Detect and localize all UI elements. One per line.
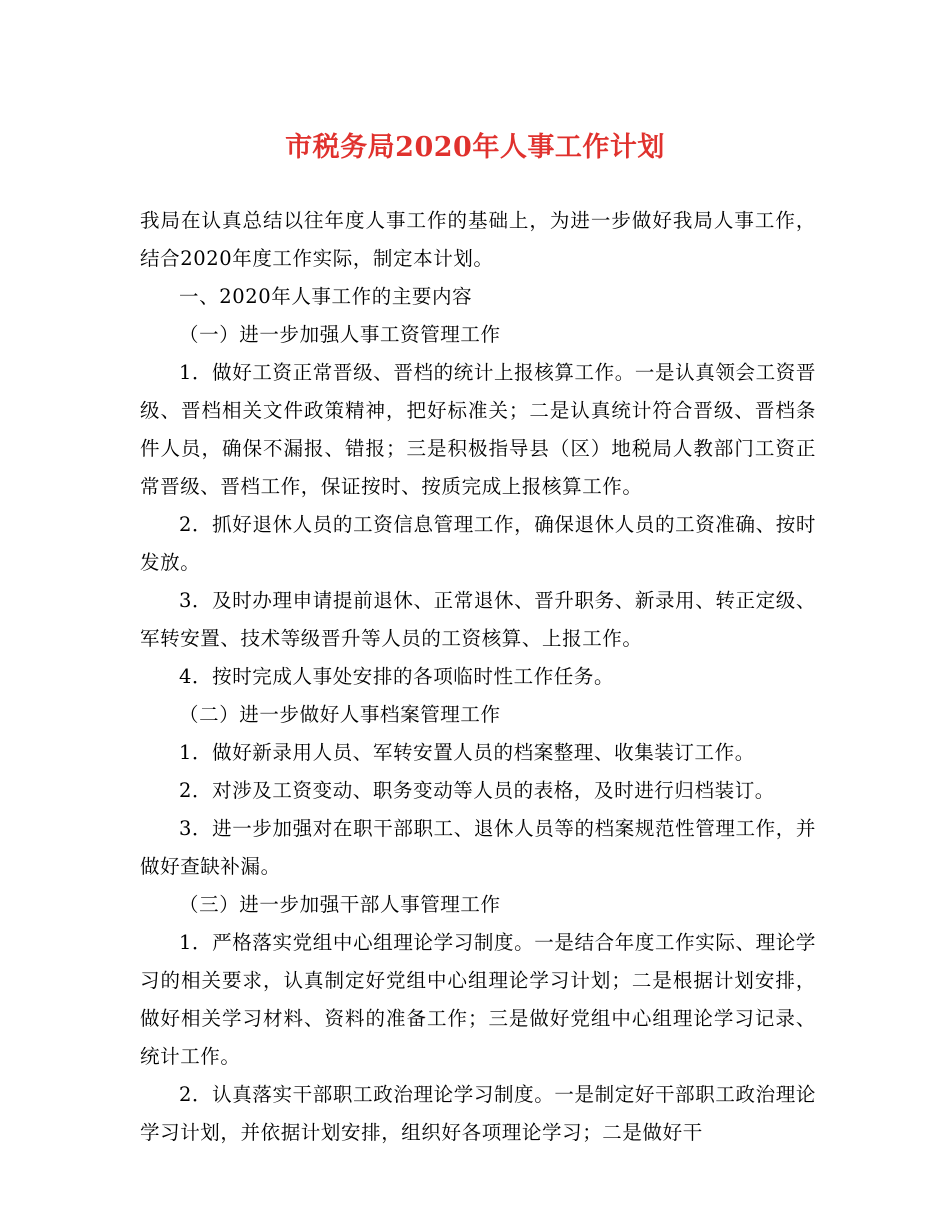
subsection-heading: （二）进一步做好人事档案管理工作 [179,703,501,726]
document-title: 市税务局2020年人事工作计划 [285,132,665,163]
body-paragraph: 2．抓好退休人员的工资信息管理工作，确保退休人员的工资准确、按时发放。 [140,513,816,574]
section-heading: 一、2020年人事工作的主要内容 [179,285,473,308]
intro-paragraph: 我局在认真总结以往年度人事工作的基础上，为进一步做好我局人事工作，结合2020年度工作实际，制定本计划。 [140,209,816,270]
subsection-heading: （三）进一步加强干部人事管理工作 [179,893,501,916]
body-paragraph: 2．对涉及工资变动、职务变动等人员的表格，及时进行归档装订。 [179,779,775,802]
body-paragraph: 4．按时完成人事处安排的各项临时性工作任务。 [179,665,615,688]
body-paragraph: 1．做好新录用人员、军转安置人员的档案整理、收集装订工作。 [179,741,755,764]
body-paragraph: 2．认真落实干部职工政治理论学习制度。一是制定好干部职工政治理论学习计划，并依据计划安排，组织好各项理论学习；二是做好干 [140,1083,816,1144]
subsection-heading: （一）进一步加强人事工资管理工作 [179,323,501,346]
body-paragraph: 1．严格落实党组中心组理论学习制度。一是结合年度工作实际、理论学习的相关要求，认真制定好党组中心组理论学习计划；二是根据计划安排，做好相关学习材料、资料的准备工作；三是做好党组中心组理论学习记录、统计工作。 [140,931,816,1068]
body-paragraph: 3．进一步加强对在职干部职工、退休人员等的档案规范性管理工作，并做好查缺补漏。 [140,817,816,878]
body-paragraph: 3．及时办理申请提前退休、正常退休、晋升职务、新录用、转正定级、军转安置、技术等级晋升等人员的工资核算、上报工作。 [140,589,816,650]
document-body [140,202,816,1152]
body-paragraph: 1．做好工资正常晋级、晋档的统计上报核算工作。一是认真领会工资晋级、晋档相关文件政策精神，把好标准关；二是认真统计符合晋级、晋档条件人员，确保不漏报、错报；三是积极指导县（区）地税局人教部门工资正常晋级、晋档工作，保证按时、按质完成上报核算工作。 [140,361,816,498]
